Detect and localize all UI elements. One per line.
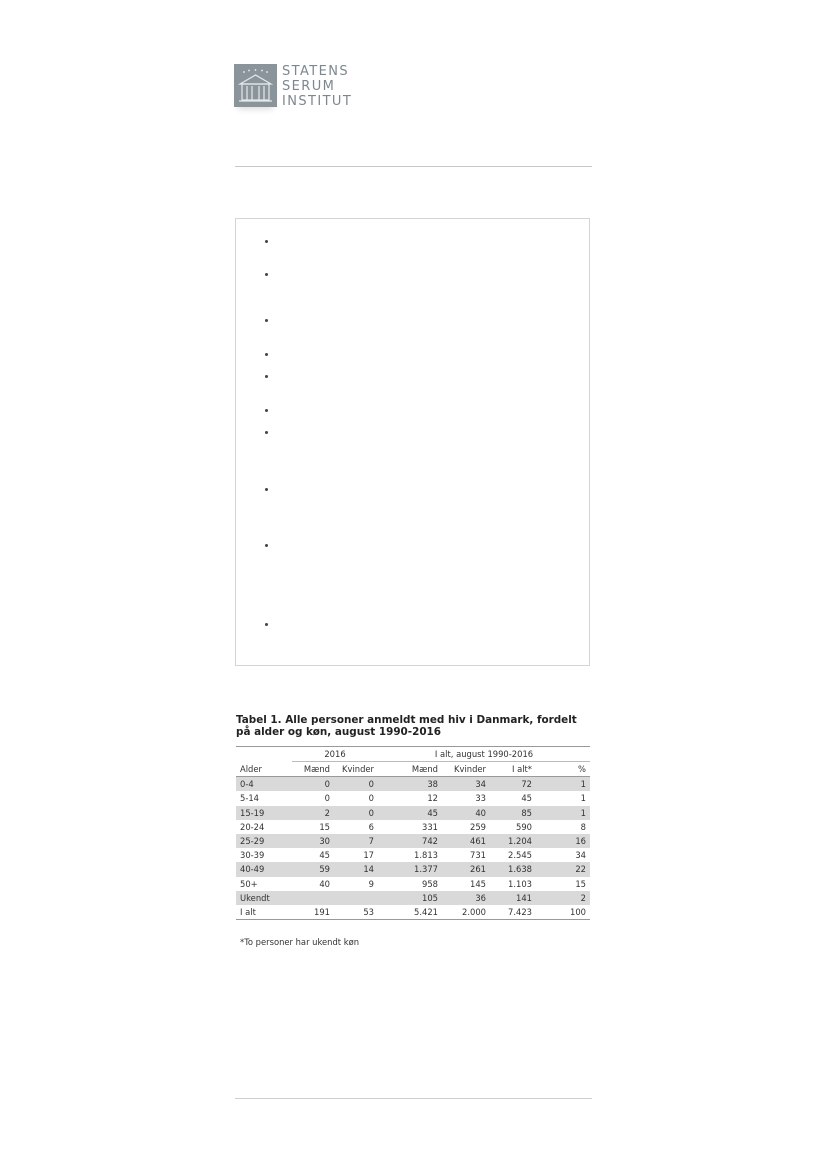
table-row [236,791,590,805]
header-divider [235,166,592,167]
table-cell: 1.377 [378,862,442,876]
logo-line: STATENS [282,64,349,79]
table-cell: 2 [536,891,590,905]
table-cell: 145 [470,878,486,889]
bullet-icon [265,623,268,626]
table-cell: 45 [378,806,442,820]
table-cell: 2.545 [508,850,532,861]
table-cell: 7.423 [490,905,536,920]
table-cell: 20-24 [240,821,265,832]
bullet-icon [265,375,268,378]
table-cell: 45 [319,850,330,861]
bullet-icon [265,544,268,547]
table-cell: 742 [378,834,442,848]
table-cell: 85 [490,806,536,820]
bullet-icon [265,273,268,276]
table-cell: 259 [470,821,486,832]
col-header: Alder [236,762,292,777]
table-footnote: *To personer har ukendt køn [240,937,360,947]
table-cell: 8 [580,821,586,832]
logo-line: SERUM [282,79,336,94]
table-cell: 0 [334,777,378,792]
table-cell: 6 [368,821,374,832]
table-title: Tabel 1. Alle personer anmeldt med hiv i Danmark, fordelt på alder og køn, august 1990-2016 [236,714,577,738]
table-row [236,806,590,820]
building-icon [234,64,277,107]
table-cell: 53 [334,905,378,920]
table-cell: 30 [292,834,334,848]
table-cell: 22 [536,862,590,876]
table-cell: 100 [536,905,590,920]
table-cell: 16 [536,834,590,848]
table-cell: 36 [442,891,490,905]
table-cell: 105 [378,891,442,905]
table-cell: 17 [363,850,374,861]
table-row [236,862,590,876]
table-row [236,877,590,891]
table-cell: 59 [292,862,334,876]
bullet-icon [265,319,268,322]
table-cell: 0 [324,793,330,804]
table-cell: 12 [427,793,438,804]
bullet-icon [265,488,268,491]
bullet-icon [265,353,268,356]
table-cell: 0 [334,806,378,820]
table-row [236,834,590,848]
table-cell: 15 [319,821,330,832]
table-row [236,891,590,905]
table-cell [292,891,334,905]
table-cell: 461 [442,834,490,848]
logo-wordmark [282,64,352,109]
table-cell: 34 [575,850,586,861]
hiv-table [236,746,590,920]
table-cell: 2.000 [442,905,490,920]
table-column-header [236,762,590,777]
table-cell: 191 [292,905,334,920]
table-cell: 1.813 [414,850,438,861]
table-cell: 5.421 [378,905,442,920]
bullet-icon [265,240,268,243]
table-cell: 40 [319,878,330,889]
table-cell: 45 [521,793,532,804]
table-cell: 0-4 [236,777,292,792]
table-row [236,777,590,792]
table-cell: 590 [516,821,532,832]
table-cell: 33 [475,793,486,804]
table-cell: 0 [368,793,374,804]
table-cell: 1 [536,806,590,820]
table-cell: 7 [334,834,378,848]
col-header: Kvinder [334,762,378,777]
col-header: Mænd [378,762,442,777]
table-cell: Ukendt [236,891,292,905]
table-cell: 1 [536,777,590,792]
col-header: Kvinder [442,762,490,777]
table-cell: 5-14 [240,793,260,804]
group-header-total: I alt, august 1990-2016 [378,747,590,762]
table-cell: 25-29 [236,834,292,848]
table-cell: I alt [236,905,292,920]
group-header-2016: 2016 [292,747,378,762]
col-header: Mænd [292,762,334,777]
footer-divider [235,1098,592,1099]
table-cell: 15 [575,878,586,889]
table-row [236,848,590,862]
table-row [236,820,590,834]
table-group-header [236,747,590,762]
header-spacer [236,747,292,762]
table-cell: 958 [422,878,438,889]
table-cell: 50+ [240,878,258,889]
table-cell: 9 [368,878,374,889]
col-header: I alt* [490,762,536,777]
table-cell: 2 [292,806,334,820]
table-cell: 1.204 [490,834,536,848]
table-cell: 15-19 [236,806,292,820]
table-cell: 141 [490,891,536,905]
table-cell: 38 [378,777,442,792]
bullet-icon [265,431,268,434]
col-header: % [536,762,590,777]
table-cell: 1.638 [490,862,536,876]
table-cell: 1.103 [508,878,532,889]
table-cell: 0 [292,777,334,792]
table-cell: 731 [470,850,486,861]
table-cell: 261 [442,862,490,876]
table-cell: 72 [490,777,536,792]
table-cell: 14 [334,862,378,876]
toc-box [235,218,590,666]
table-cell: 331 [422,821,438,832]
table-cell: 34 [442,777,490,792]
ssi-logo [234,64,352,109]
table-cell: 40 [442,806,490,820]
table-cell: 40-49 [236,862,292,876]
table-cell: 1 [580,793,586,804]
bullet-icon [265,409,268,412]
logo-line: INSTITUT [282,94,353,109]
table-cell: 30-39 [240,850,265,861]
table-cell [334,891,378,905]
table-row [236,905,590,920]
